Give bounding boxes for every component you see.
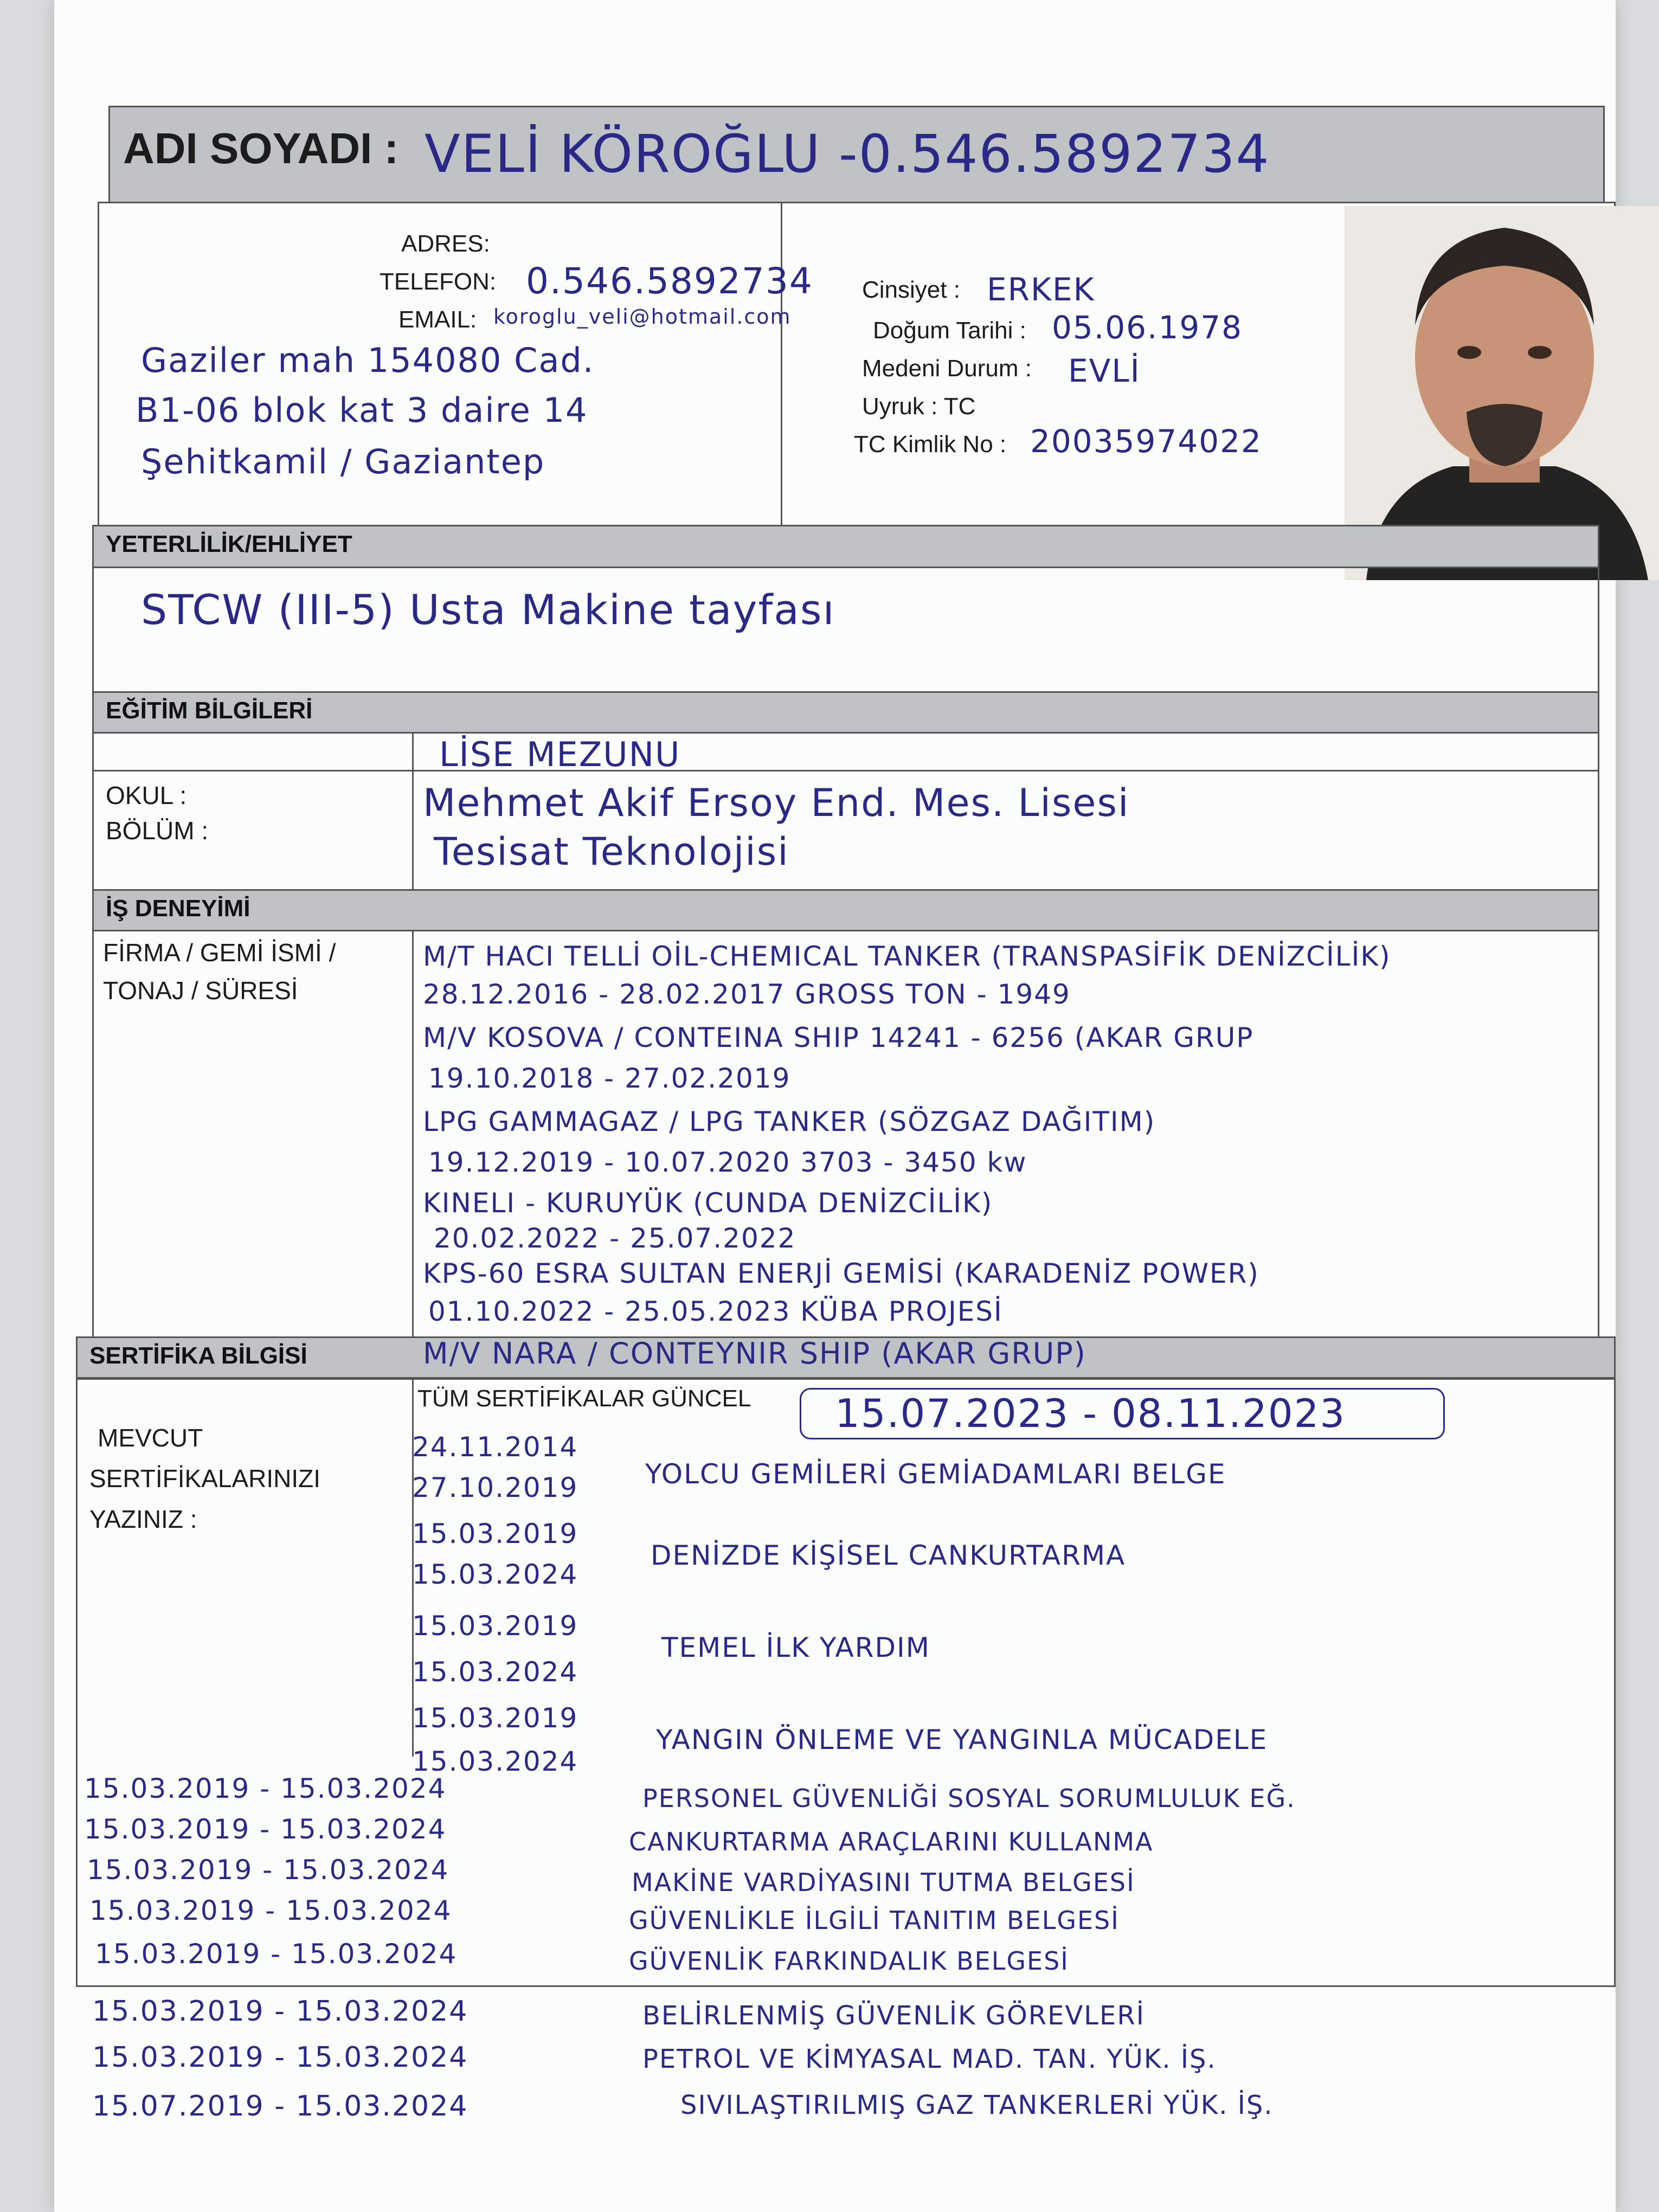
address-line-3: Şehitkamil / Gaziantep	[141, 442, 545, 481]
cert-row-1-dates: 15.03.2019 - 15.03.2024	[84, 1773, 447, 1804]
medeni-value: EVLİ	[1068, 352, 1141, 389]
cert-row-8-dates: 15.07.2019 - 15.03.2024	[92, 2090, 468, 2123]
egitim-divider	[412, 732, 414, 895]
deneyim-divider	[412, 930, 414, 1342]
cert-row-6-name: BELİRLENMİŞ GÜVENLİK GÖREVLERİ	[642, 2001, 1145, 2031]
name-value: VELİ KÖROĞLU -0.546.5892734	[425, 124, 1270, 184]
tc-value: 20035974022	[1030, 423, 1262, 460]
dogum-value: 05.06.1978	[1052, 309, 1243, 346]
cert-row-1-name: PERSONEL GÜVENLİĞİ SOSYAL SORUMLULUK EĞ.	[642, 1784, 1296, 1813]
cert-row-2-name: CANKURTARMA ARAÇLARINI KULLANMA	[629, 1827, 1154, 1856]
cert-2-name: DENİZDE KİŞİSEL CANKURTARMA	[651, 1540, 1126, 1571]
cert-row-7-name: PETROL VE KİMYASAL MAD. TAN. YÜK. İŞ.	[642, 2044, 1217, 2074]
cert-row-6-dates: 15.03.2019 - 15.03.2024	[92, 1995, 468, 2028]
egitim-bar	[92, 691, 1599, 734]
deneyim-line-2: 28.12.2016 - 28.02.2017 GROSS TON - 1949	[423, 979, 1071, 1010]
sertifika-label-3: YAZINIZ :	[89, 1505, 197, 1533]
address-line-2: B1-06 blok kat 3 daire 14	[136, 390, 588, 430]
deneyim-line-8: 20.02.2022 - 25.07.2022	[434, 1223, 796, 1254]
deneyim-line-11: M/V NARA / CONTEYNIR SHIP (AKAR GRUP)	[423, 1336, 1086, 1371]
email-label: EMAIL:	[398, 306, 477, 333]
cert-3-name: TEMEL İLK YARDIM	[661, 1632, 930, 1663]
personal-divider	[781, 202, 782, 538]
email-value: koroglu_veli@hotmail.com	[493, 305, 792, 329]
cert-row-8-name: SIVILAŞTIRILMIŞ GAZ TANKERLERİ YÜK. İŞ.	[680, 2090, 1274, 2120]
yeterlilik-title: YETERLİLİK/EHLİYET	[106, 531, 352, 557]
deneyim-title: İŞ DENEYİMİ	[106, 895, 250, 922]
okul-value: Mehmet Akif Ersoy End. Mes. Lisesi	[423, 781, 1130, 825]
cert-3-date2: 15.03.2024	[412, 1656, 578, 1688]
cert-row-3-dates: 15.03.2019 - 15.03.2024	[87, 1854, 449, 1886]
cv-form-paper	[54, 0, 1616, 2212]
cert-row-5-name: GÜVENLİK FARKINDALIK BELGESİ	[629, 1946, 1069, 1976]
medeni-label: Medeni Durum :	[862, 355, 1032, 382]
cinsiyet-label: Cinsiyet :	[862, 276, 960, 303]
cert-row-4-dates: 15.03.2019 - 15.03.2024	[89, 1895, 452, 1926]
deneyim-bar	[92, 889, 1599, 931]
sertifika-label-1: MEVCUT	[98, 1424, 203, 1452]
cert-1-date2: 27.10.2019	[412, 1472, 578, 1503]
name-label: ADI SOYADI :	[123, 124, 399, 172]
egitim-title: EĞİTİM BİLGİLERİ	[106, 697, 313, 724]
cert-row-3-name: MAKİNE VARDİYASINI TUTMA BELGESİ	[632, 1868, 1135, 1897]
deneyim-line-3: M/V KOSOVA / CONTEINA SHIP 14241 - 6256 (AKAR GRUP	[423, 1022, 1254, 1053]
cert-row-2-dates: 15.03.2019 - 15.03.2024	[84, 1814, 447, 1845]
adres-label: ADRES:	[401, 230, 490, 257]
dogum-label: Doğum Tarihi :	[873, 317, 1026, 344]
cert-row-5-dates: 15.03.2019 - 15.03.2024	[95, 1938, 458, 1970]
cert-1-date: 24.11.2014	[412, 1431, 578, 1463]
cert-4-date2: 15.03.2024	[412, 1746, 578, 1777]
bolum-value: Tesisat Teknolojisi	[434, 829, 789, 874]
cert-row-4-name: GÜVENLİKLE İLGİLİ TANITIM BELGESİ	[629, 1906, 1120, 1935]
cert-row-7-dates: 15.03.2019 - 15.03.2024	[92, 2041, 468, 2074]
cert-2-date2: 15.03.2024	[412, 1559, 578, 1590]
sertifika-guncel: TÜM SERTİFİKALAR GÜNCEL	[417, 1385, 751, 1412]
deneyim-line-5: LPG GAMMAGAZ / LPG TANKER (SÖZGAZ DAĞITIM)	[423, 1106, 1156, 1137]
address-line-1: Gaziler mah 154080 Cad.	[141, 340, 595, 380]
cert-4-date: 15.03.2019	[412, 1702, 578, 1734]
yeterlilik-bar	[92, 525, 1599, 568]
telefon-label: TELEFON:	[380, 268, 497, 295]
deneyim-label-1: FİRMA / GEMİ İSMİ /	[103, 938, 336, 967]
deneyim-label-2: TONAJ / SÜRESİ	[103, 976, 298, 1005]
okul-label: OKUL :	[106, 781, 187, 809]
deneyim-line-9: KPS-60 ESRA SULTAN ENERJİ GEMİSİ (KARADENİZ POWER)	[423, 1258, 1259, 1289]
deneyim-line-10: 01.10.2022 - 25.05.2023 KÜBA PROJESİ	[428, 1296, 1003, 1327]
yeterlilik-value: STCW (III-5) Usta Makine tayfası	[141, 586, 835, 634]
cert-3-date: 15.03.2019	[412, 1610, 578, 1642]
deneyim-line-12: 15.07.2023 - 08.11.2023	[835, 1391, 1346, 1436]
bolum-label: BÖLÜM :	[106, 816, 209, 845]
deneyim-line-7: KINELI - KURUYÜK (CUNDA DENİZCİLİK)	[423, 1187, 993, 1219]
deneyim-line-4: 19.10.2018 - 27.02.2019	[428, 1063, 791, 1094]
uyruk-label: Uyruk : TC	[862, 393, 976, 420]
cert-2-date: 15.03.2019	[412, 1518, 578, 1549]
cert-4-name: YANGIN ÖNLEME VE YANGINLA MÜCADELE	[656, 1724, 1268, 1756]
deneyim-line-6: 19.12.2019 - 10.07.2020 3703 - 3450 kw	[428, 1147, 1027, 1178]
sertifika-label-2: SERTİFİKALARINIZI	[89, 1464, 321, 1493]
tc-label: TC Kimlik No :	[854, 431, 1007, 458]
telefon-value: 0.546.5892734	[526, 260, 813, 302]
egitim-level: LİSE MEZUNU	[439, 735, 681, 774]
person-photo-icon	[1345, 206, 1659, 580]
egitim-row-line	[92, 770, 1599, 771]
cert-1-name: YOLCU GEMİLERİ GEMİADAMLARI BELGE	[645, 1458, 1226, 1490]
sertifika-title: SERTİFİKA BİLGİSİ	[89, 1342, 307, 1369]
cinsiyet-value: ERKEK	[987, 271, 1095, 308]
deneyim-line-1: M/T HACI TELLİ OİL-CHEMICAL TANKER (TRANSPASİFİK DENİZCİLİK)	[423, 941, 1391, 972]
name-header-bar	[108, 106, 1605, 203]
